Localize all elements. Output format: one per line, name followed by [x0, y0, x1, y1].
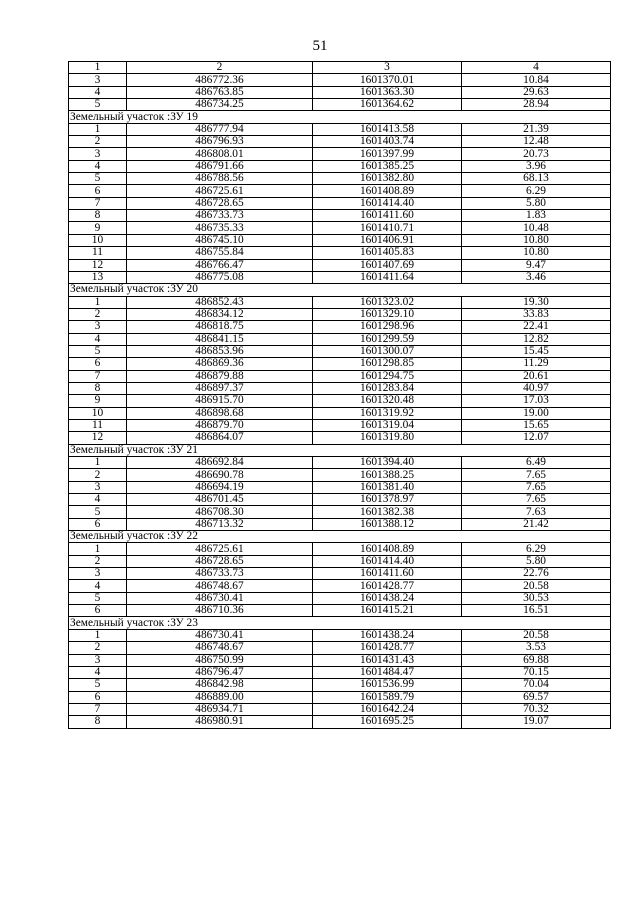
point-number-cell: 6 [69, 358, 127, 370]
point-number-cell: 1 [69, 123, 127, 135]
table-row [69, 358, 611, 370]
length-cell: 40.97 [462, 382, 611, 394]
table-row [69, 407, 611, 419]
table-row [69, 345, 611, 357]
y-coordinate-cell: 1601364.62 [313, 99, 462, 111]
y-coordinate-cell: 1601298.85 [313, 358, 462, 370]
x-coordinate-cell: 486730.41 [127, 592, 313, 604]
y-coordinate-cell: 1601415.21 [313, 605, 462, 617]
table-row [69, 481, 611, 493]
table-row [69, 271, 611, 283]
length-cell: 3.53 [462, 642, 611, 654]
table-row [69, 432, 611, 444]
x-coordinate-cell: 486818.75 [127, 321, 313, 333]
point-number-cell: 5 [69, 592, 127, 604]
table-row [69, 136, 611, 148]
point-number-cell: 8 [69, 716, 127, 728]
x-coordinate-cell: 486690.78 [127, 469, 313, 481]
table-row [69, 716, 611, 728]
y-coordinate-cell: 1601408.89 [313, 185, 462, 197]
y-coordinate-cell: 1601385.25 [313, 160, 462, 172]
x-coordinate-cell: 486733.73 [127, 210, 313, 222]
table-row [69, 419, 611, 431]
length-cell: 70.15 [462, 666, 611, 678]
x-coordinate-cell: 486834.12 [127, 308, 313, 320]
x-coordinate-cell: 486796.93 [127, 136, 313, 148]
section-header-row [69, 284, 611, 296]
y-coordinate-cell: 1601414.40 [313, 555, 462, 567]
y-coordinate-cell: 1601408.89 [313, 543, 462, 555]
point-number-cell: 8 [69, 210, 127, 222]
y-coordinate-cell: 1601388.12 [313, 518, 462, 530]
y-coordinate-cell: 1601438.24 [313, 629, 462, 641]
y-coordinate-cell: 1601411.60 [313, 568, 462, 580]
y-coordinate-cell: 1601484.47 [313, 666, 462, 678]
point-number-cell: 7 [69, 197, 127, 209]
point-number-cell: 1 [69, 457, 127, 469]
y-coordinate-cell: 1601299.59 [313, 333, 462, 345]
x-coordinate-cell: 486842.98 [127, 679, 313, 691]
section-label: Земельный участок :ЗУ 22 [69, 531, 611, 543]
point-number-cell: 4 [69, 333, 127, 345]
x-coordinate-cell: 486915.70 [127, 395, 313, 407]
point-number-cell: 5 [69, 99, 127, 111]
length-cell: 7.65 [462, 481, 611, 493]
x-coordinate-cell: 486692.84 [127, 457, 313, 469]
section-header-row [69, 617, 611, 629]
point-number-cell: 3 [69, 74, 127, 86]
point-number-cell: 8 [69, 382, 127, 394]
y-coordinate-cell: 1601381.40 [313, 481, 462, 493]
table-row [69, 666, 611, 678]
x-coordinate-cell: 486734.25 [127, 99, 313, 111]
y-coordinate-cell: 1601394.40 [313, 457, 462, 469]
length-cell: 15.65 [462, 419, 611, 431]
length-cell: 20.73 [462, 148, 611, 160]
section-label: Земельный участок :ЗУ 19 [69, 111, 611, 123]
table-row [69, 74, 611, 86]
x-coordinate-cell: 486864.07 [127, 432, 313, 444]
y-coordinate-cell: 1601428.77 [313, 580, 462, 592]
point-number-cell: 12 [69, 259, 127, 271]
y-coordinate-cell: 1601363.30 [313, 86, 462, 98]
table-row [69, 222, 611, 234]
length-cell: 5.80 [462, 555, 611, 567]
table-row [69, 568, 611, 580]
y-coordinate-cell: 1601411.64 [313, 271, 462, 283]
x-coordinate-cell: 486725.61 [127, 185, 313, 197]
x-coordinate-cell: 486735.33 [127, 222, 313, 234]
length-cell: 9.47 [462, 259, 611, 271]
section-label: Земельный участок :ЗУ 20 [69, 284, 611, 296]
length-cell: 69.88 [462, 654, 611, 666]
x-coordinate-cell: 486694.19 [127, 481, 313, 493]
length-cell: 22.76 [462, 568, 611, 580]
point-number-cell: 1 [69, 629, 127, 641]
table-row [69, 506, 611, 518]
point-number-cell: 2 [69, 136, 127, 148]
x-coordinate-cell: 486775.08 [127, 271, 313, 283]
point-number-cell: 10 [69, 407, 127, 419]
section-header-row [69, 111, 611, 123]
point-number-cell: 5 [69, 173, 127, 185]
length-cell: 70.04 [462, 679, 611, 691]
x-coordinate-cell: 486852.43 [127, 296, 313, 308]
x-coordinate-cell: 486728.65 [127, 555, 313, 567]
point-number-cell: 4 [69, 86, 127, 98]
length-cell: 69.57 [462, 691, 611, 703]
y-coordinate-cell: 1601589.79 [313, 691, 462, 703]
table-row [69, 605, 611, 617]
x-coordinate-cell: 486788.56 [127, 173, 313, 185]
point-number-cell: 4 [69, 160, 127, 172]
x-coordinate-cell: 486777.94 [127, 123, 313, 135]
y-coordinate-cell: 1601403.74 [313, 136, 462, 148]
x-coordinate-cell: 486934.71 [127, 703, 313, 715]
point-number-cell: 11 [69, 247, 127, 259]
section-label: Земельный участок :ЗУ 21 [69, 444, 611, 456]
header-cell-y: 3 [313, 62, 462, 74]
point-number-cell: 5 [69, 506, 127, 518]
x-coordinate-cell: 486766.47 [127, 259, 313, 271]
length-cell: 68.13 [462, 173, 611, 185]
length-cell: 19.00 [462, 407, 611, 419]
table-row [69, 629, 611, 641]
length-cell: 11.29 [462, 358, 611, 370]
y-coordinate-cell: 1601414.40 [313, 197, 462, 209]
length-cell: 10.84 [462, 74, 611, 86]
table-row [69, 148, 611, 160]
x-coordinate-cell: 486897.37 [127, 382, 313, 394]
y-coordinate-cell: 1601388.25 [313, 469, 462, 481]
coordinates-table [68, 61, 611, 729]
x-coordinate-cell: 486748.67 [127, 580, 313, 592]
y-coordinate-cell: 1601411.60 [313, 210, 462, 222]
point-number-cell: 9 [69, 395, 127, 407]
point-number-cell: 2 [69, 308, 127, 320]
table-row [69, 173, 611, 185]
table-row [69, 494, 611, 506]
point-number-cell: 4 [69, 494, 127, 506]
length-cell: 29.63 [462, 86, 611, 98]
length-cell: 33.83 [462, 308, 611, 320]
length-cell: 16.51 [462, 605, 611, 617]
y-coordinate-cell: 1601378.97 [313, 494, 462, 506]
y-coordinate-cell: 1601382.38 [313, 506, 462, 518]
x-coordinate-cell: 486748.67 [127, 642, 313, 654]
length-cell: 22.41 [462, 321, 611, 333]
point-number-cell: 2 [69, 642, 127, 654]
point-number-cell: 3 [69, 321, 127, 333]
x-coordinate-cell: 486750.99 [127, 654, 313, 666]
length-cell: 6.49 [462, 457, 611, 469]
length-cell: 21.39 [462, 123, 611, 135]
point-number-cell: 6 [69, 605, 127, 617]
y-coordinate-cell: 1601431.43 [313, 654, 462, 666]
x-coordinate-cell: 486763.85 [127, 86, 313, 98]
table-row [69, 592, 611, 604]
x-coordinate-cell: 486730.41 [127, 629, 313, 641]
table-row [69, 197, 611, 209]
table-row [69, 308, 611, 320]
length-cell: 17.03 [462, 395, 611, 407]
length-cell: 7.65 [462, 469, 611, 481]
table-row [69, 457, 611, 469]
x-coordinate-cell: 486745.10 [127, 234, 313, 246]
length-cell: 19.30 [462, 296, 611, 308]
table-row [69, 518, 611, 530]
table-row [69, 703, 611, 715]
length-cell: 6.29 [462, 543, 611, 555]
table-row [69, 642, 611, 654]
y-coordinate-cell: 1601397.99 [313, 148, 462, 160]
x-coordinate-cell: 486853.96 [127, 345, 313, 357]
y-coordinate-cell: 1601323.02 [313, 296, 462, 308]
point-number-cell: 6 [69, 691, 127, 703]
point-number-cell: 11 [69, 419, 127, 431]
y-coordinate-cell: 1601329.10 [313, 308, 462, 320]
length-cell: 20.58 [462, 629, 611, 641]
x-coordinate-cell: 486796.47 [127, 666, 313, 678]
y-coordinate-cell: 1601298.96 [313, 321, 462, 333]
point-number-cell: 10 [69, 234, 127, 246]
point-number-cell: 5 [69, 679, 127, 691]
table-row [69, 333, 611, 345]
section-label: Земельный участок :ЗУ 23 [69, 617, 611, 629]
table-body [69, 74, 611, 728]
y-coordinate-cell: 1601283.84 [313, 382, 462, 394]
y-coordinate-cell: 1601406.91 [313, 234, 462, 246]
length-cell: 10.80 [462, 234, 611, 246]
point-number-cell: 1 [69, 543, 127, 555]
header-cell-length: 4 [462, 62, 611, 74]
length-cell: 20.58 [462, 580, 611, 592]
table-row [69, 395, 611, 407]
section-header-row [69, 444, 611, 456]
x-coordinate-cell: 486755.84 [127, 247, 313, 259]
section-header-row [69, 531, 611, 543]
point-number-cell: 7 [69, 370, 127, 382]
x-coordinate-cell: 486772.36 [127, 74, 313, 86]
x-coordinate-cell: 486869.36 [127, 358, 313, 370]
length-cell: 15.45 [462, 345, 611, 357]
y-coordinate-cell: 1601319.92 [313, 407, 462, 419]
x-coordinate-cell: 486808.01 [127, 148, 313, 160]
point-number-cell: 4 [69, 580, 127, 592]
length-cell: 70.32 [462, 703, 611, 715]
length-cell: 7.65 [462, 494, 611, 506]
length-cell: 3.96 [462, 160, 611, 172]
x-coordinate-cell: 486879.70 [127, 419, 313, 431]
x-coordinate-cell: 486898.68 [127, 407, 313, 419]
point-number-cell: 3 [69, 148, 127, 160]
length-cell: 12.48 [462, 136, 611, 148]
point-number-cell: 12 [69, 432, 127, 444]
length-cell: 10.80 [462, 247, 611, 259]
point-number-cell: 9 [69, 222, 127, 234]
length-cell: 12.82 [462, 333, 611, 345]
table-row [69, 679, 611, 691]
x-coordinate-cell: 486725.61 [127, 543, 313, 555]
y-coordinate-cell: 1601438.24 [313, 592, 462, 604]
y-coordinate-cell: 1601642.24 [313, 703, 462, 715]
x-coordinate-cell: 486791.66 [127, 160, 313, 172]
point-number-cell: 3 [69, 481, 127, 493]
y-coordinate-cell: 1601536.99 [313, 679, 462, 691]
point-number-cell: 3 [69, 654, 127, 666]
point-number-cell: 6 [69, 518, 127, 530]
y-coordinate-cell: 1601428.77 [313, 642, 462, 654]
y-coordinate-cell: 1601320.48 [313, 395, 462, 407]
point-number-cell: 2 [69, 555, 127, 567]
x-coordinate-cell: 486980.91 [127, 716, 313, 728]
table-row [69, 382, 611, 394]
point-number-cell: 5 [69, 345, 127, 357]
header-cell-point-number: 1 [69, 62, 127, 74]
table-row [69, 469, 611, 481]
y-coordinate-cell: 1601410.71 [313, 222, 462, 234]
header-cell-x: 2 [127, 62, 313, 74]
length-cell: 7.63 [462, 506, 611, 518]
table-row [69, 160, 611, 172]
length-cell: 3.46 [462, 271, 611, 283]
length-cell: 30.53 [462, 592, 611, 604]
table-row [69, 555, 611, 567]
y-coordinate-cell: 1601319.04 [313, 419, 462, 431]
x-coordinate-cell: 486733.73 [127, 568, 313, 580]
x-coordinate-cell: 486701.45 [127, 494, 313, 506]
point-number-cell: 3 [69, 568, 127, 580]
length-cell: 20.61 [462, 370, 611, 382]
y-coordinate-cell: 1601294.75 [313, 370, 462, 382]
y-coordinate-cell: 1601319.80 [313, 432, 462, 444]
page-number: 51 [312, 38, 328, 54]
table-row [69, 321, 611, 333]
x-coordinate-cell: 486728.65 [127, 197, 313, 209]
point-number-cell: 13 [69, 271, 127, 283]
point-number-cell: 4 [69, 666, 127, 678]
x-coordinate-cell: 486713.32 [127, 518, 313, 530]
y-coordinate-cell: 1601370.01 [313, 74, 462, 86]
table-row [69, 654, 611, 666]
x-coordinate-cell: 486708.30 [127, 506, 313, 518]
y-coordinate-cell: 1601300.07 [313, 345, 462, 357]
table-row [69, 86, 611, 98]
table-row [69, 543, 611, 555]
table-row [69, 580, 611, 592]
table-row [69, 234, 611, 246]
length-cell: 6.29 [462, 185, 611, 197]
point-number-cell: 2 [69, 469, 127, 481]
table-row [69, 123, 611, 135]
table-row [69, 691, 611, 703]
point-number-cell: 7 [69, 703, 127, 715]
x-coordinate-cell: 486710.36 [127, 605, 313, 617]
table-row [69, 247, 611, 259]
length-cell: 12.07 [462, 432, 611, 444]
y-coordinate-cell: 1601407.69 [313, 259, 462, 271]
table-row [69, 185, 611, 197]
table-row [69, 210, 611, 222]
x-coordinate-cell: 486841.15 [127, 333, 313, 345]
table-row [69, 370, 611, 382]
length-cell: 10.48 [462, 222, 611, 234]
y-coordinate-cell: 1601405.83 [313, 247, 462, 259]
point-number-cell: 1 [69, 296, 127, 308]
table-row [69, 259, 611, 271]
length-cell: 1.83 [462, 210, 611, 222]
length-cell: 21.42 [462, 518, 611, 530]
table-row [69, 296, 611, 308]
length-cell: 28.94 [462, 99, 611, 111]
point-number-cell: 6 [69, 185, 127, 197]
length-cell: 5.80 [462, 197, 611, 209]
y-coordinate-cell: 1601382.80 [313, 173, 462, 185]
table-row [69, 99, 611, 111]
x-coordinate-cell: 486889.00 [127, 691, 313, 703]
length-cell: 19.07 [462, 716, 611, 728]
y-coordinate-cell: 1601695.25 [313, 716, 462, 728]
y-coordinate-cell: 1601413.58 [313, 123, 462, 135]
header-row [69, 62, 611, 74]
x-coordinate-cell: 486879.88 [127, 370, 313, 382]
